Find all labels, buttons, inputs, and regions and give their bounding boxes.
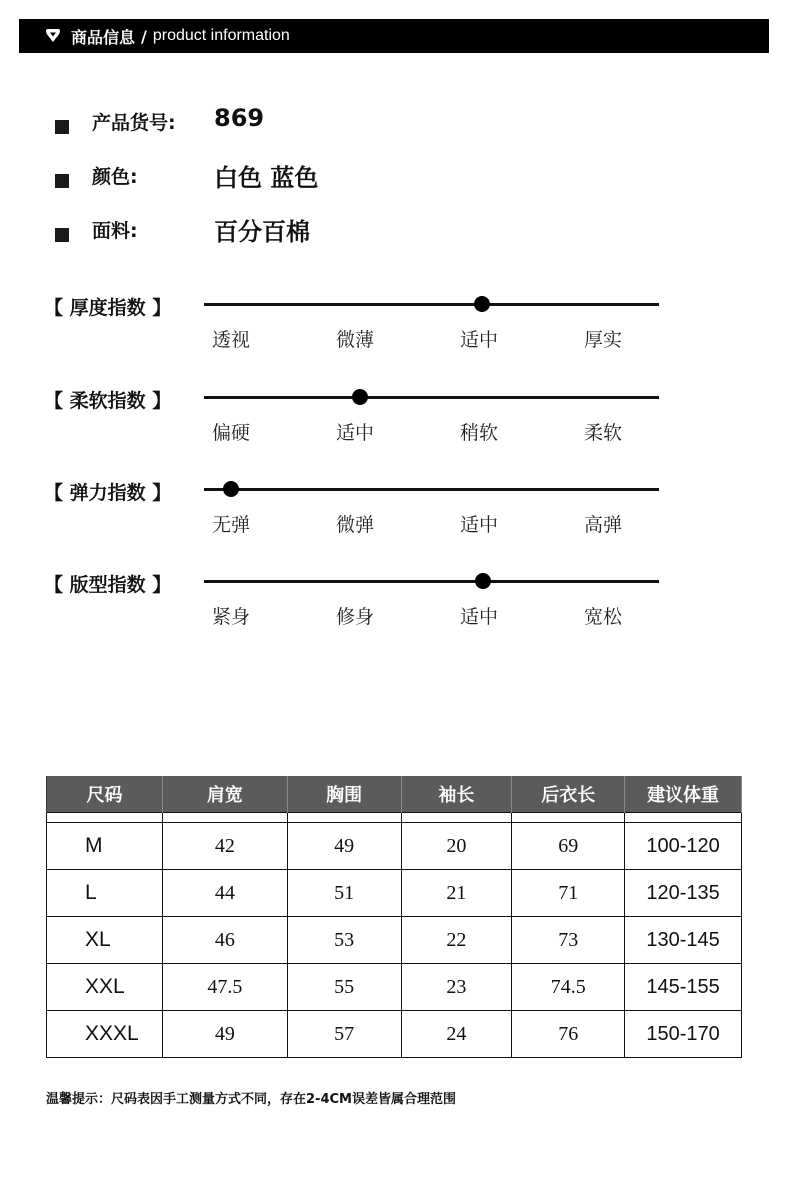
scale-option: 微薄: [336, 329, 375, 351]
column-header: 后衣长: [512, 776, 625, 813]
scale-marker-dot: [223, 481, 239, 497]
cell-shoulder: 46: [162, 917, 287, 964]
table-row: [47, 823, 742, 870]
scale-option: 微弹: [336, 514, 375, 536]
info-value: 百分百棉: [214, 218, 310, 246]
cell-weight: 150-170: [625, 1011, 742, 1058]
cell-length: 69: [512, 823, 625, 870]
scale-title: 【 版型指数 】: [44, 574, 172, 596]
scale-marker-dot: [475, 573, 491, 589]
scale-option: 适中: [460, 329, 499, 351]
scale-option: 宽松: [584, 606, 623, 628]
cell-length: 73: [512, 917, 625, 964]
column-header: 袖长: [401, 776, 512, 813]
scale-title: 【 弹力指数 】: [44, 482, 172, 504]
cell-sleeve: 23: [401, 964, 512, 1011]
header-title-cn: 商品信息: [71, 27, 136, 47]
cell-weight: 130-145: [625, 917, 742, 964]
info-label: 颜色:: [92, 166, 138, 188]
cell-weight: 100-120: [625, 823, 742, 870]
scale-elasticity: [44, 482, 664, 558]
scale-option: 无弹: [212, 514, 251, 536]
scale-option: 透视: [212, 329, 251, 351]
scale-option: 修身: [336, 606, 375, 628]
cell-size: XXL: [47, 964, 163, 1011]
table-row: [47, 1011, 742, 1058]
info-row-color: [55, 164, 319, 192]
measurement-tip: 温馨提示：尺码表因手工测量方式不同，存在2-4CM误差皆属合理范围: [46, 1092, 456, 1107]
cell-shoulder: 49: [162, 1011, 287, 1058]
cell-size: XXXL: [47, 1011, 163, 1058]
cell-chest: 57: [287, 1011, 401, 1058]
column-header: 肩宽: [162, 776, 287, 813]
scale-title: 【 柔软指数 】: [44, 390, 172, 412]
info-row-item-number: [55, 104, 265, 134]
square-bullet-icon: [55, 228, 69, 242]
size-table: [46, 776, 742, 1058]
column-header: 尺码: [47, 776, 163, 813]
scale-option: 稍软: [460, 422, 499, 444]
heart-triangle-icon: [45, 28, 61, 44]
cell-weight: 145-155: [625, 964, 742, 1011]
scale-line: [204, 303, 659, 306]
column-header: 胸围: [287, 776, 401, 813]
column-header: 建议体重: [625, 776, 742, 813]
info-label: 面料:: [92, 220, 138, 242]
scale-option: 适中: [460, 606, 499, 628]
info-row-fabric: [55, 218, 310, 246]
scale-line: [204, 580, 659, 583]
scale-option: 适中: [460, 514, 499, 536]
scale-option: 厚实: [584, 329, 623, 351]
scale-thickness: [44, 297, 664, 373]
cell-sleeve: 20: [401, 823, 512, 870]
cell-sleeve: 21: [401, 870, 512, 917]
table-row: [47, 870, 742, 917]
scale-option: 高弹: [584, 514, 623, 536]
cell-length: 76: [512, 1011, 625, 1058]
scale-option: 紧身: [212, 606, 251, 628]
table-row: [47, 917, 742, 964]
cell-chest: 49: [287, 823, 401, 870]
scale-option: 适中: [336, 422, 375, 444]
cell-shoulder: 44: [162, 870, 287, 917]
cell-size: XL: [47, 917, 163, 964]
cell-chest: 51: [287, 870, 401, 917]
scale-line: [204, 396, 659, 399]
scale-line: [204, 488, 659, 491]
scale-title: 【 厚度指数 】: [44, 297, 172, 319]
scale-marker-dot: [474, 296, 490, 312]
cell-size: M: [47, 823, 163, 870]
square-bullet-icon: [55, 120, 69, 134]
cell-size: L: [47, 870, 163, 917]
scale-option: 偏硬: [212, 422, 251, 444]
cell-length: 71: [512, 870, 625, 917]
square-bullet-icon: [55, 174, 69, 188]
cell-shoulder: 42: [162, 823, 287, 870]
cell-length: 74.5: [512, 964, 625, 1011]
cell-sleeve: 24: [401, 1011, 512, 1058]
cell-chest: 55: [287, 964, 401, 1011]
cell-weight: 120-135: [625, 870, 742, 917]
cell-sleeve: 22: [401, 917, 512, 964]
scale-marker-dot: [352, 389, 368, 405]
cell-shoulder: 47.5: [162, 964, 287, 1011]
info-label: 产品货号:: [92, 112, 176, 134]
scale-softness: [44, 390, 664, 466]
table-row: [47, 964, 742, 1011]
header-separator: /: [141, 26, 147, 46]
table-spacer-row: [47, 813, 742, 823]
size-table-header: [47, 776, 742, 813]
header-title-en: product information: [152, 27, 290, 44]
info-value: 白色 蓝色: [214, 164, 319, 192]
scale-fit: [44, 574, 664, 650]
cell-chest: 53: [287, 917, 401, 964]
scale-option: 柔软: [584, 422, 623, 444]
section-header: [19, 19, 769, 53]
info-value: 869: [214, 104, 265, 132]
